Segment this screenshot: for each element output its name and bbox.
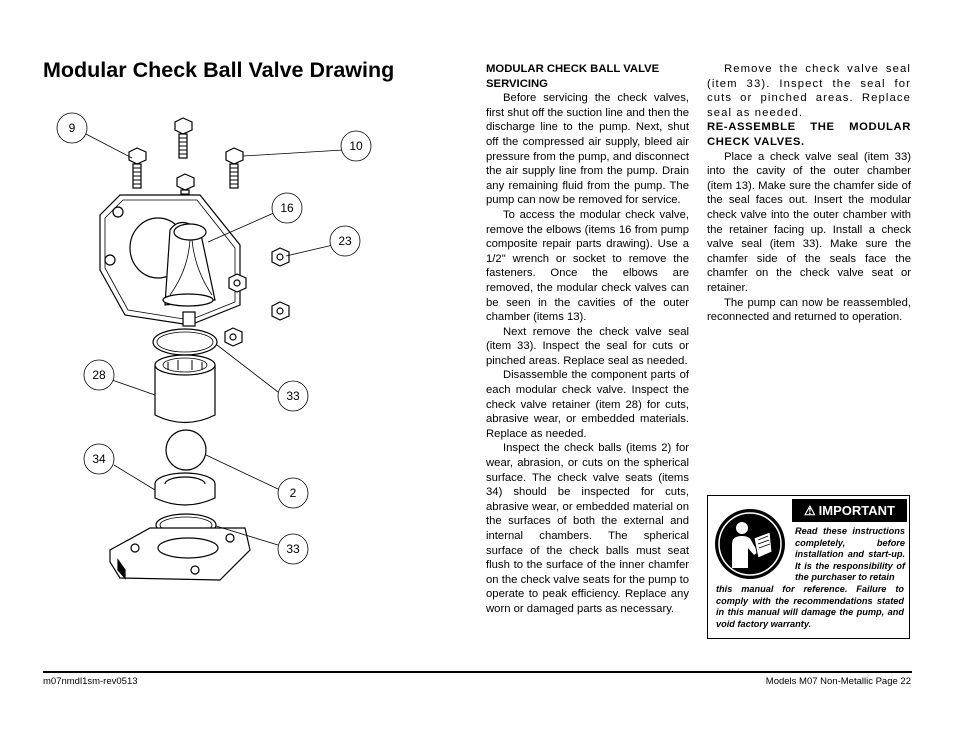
nut-icon: [229, 274, 246, 292]
page-title: Modular Check Ball Valve Drawing: [43, 58, 395, 82]
callout-33-bottom: 33: [286, 542, 300, 556]
footer-doc-id: m07nmdl1sm-rev0513: [43, 676, 138, 687]
paragraph: Next remove the check valve seal (item 33). Inspect the seal for cuts or pinched areas. Replace seal as needed.: [486, 325, 689, 367]
elbow-housing: [100, 195, 240, 326]
important-label: IMPORTANT: [818, 503, 895, 518]
check-valve-retainer: [155, 355, 215, 423]
reassembly-column: [707, 62, 911, 325]
callout-28: 28: [92, 368, 106, 382]
important-header: [792, 499, 907, 522]
callout-33-top: 33: [286, 389, 300, 403]
paragraph: Remove the check valve seal (item 33). Inspect the seal for cuts or pinched areas. Replace seal as needed.: [707, 63, 911, 119]
check-valve-seat: [155, 473, 215, 505]
callout-2: 2: [289, 486, 297, 500]
nut-icon: [272, 302, 289, 320]
callout-23: 23: [338, 234, 352, 248]
paragraph: Disassemble the component parts of each modular check valve. Inspect the check valve retainer (item 28) for cuts, abrasive wear, or embedded materials. Replace as needed.: [486, 369, 689, 440]
read-manual-icon: [714, 508, 786, 580]
exploded-parts-drawing: [40, 100, 440, 630]
important-text-bottom: this manual for reference. Failure to comply with the recommendations stated in this manual will damage the pump, and void factory warranty.: [716, 584, 904, 629]
footer-page-label: Models M07 Non-Metallic Page 22: [765, 676, 911, 687]
paragraph: Before servicing the check valves, first shut off the suction line and then the discharge line to the pump. Next, shut off the compressed air supply, bleed air pressure from the pump, and disconnect the air supply line from the pump. Drain any remaining fluid from the pump. The pump can now be removed for service.: [486, 92, 689, 207]
bolt-icon: [129, 148, 146, 188]
servicing-heading: MODULAR CHECK BALL VALVE SERVICING: [486, 63, 660, 90]
reassembly-heading: RE-ASSEMBLE THE MODULAR CHECK VALVES.: [707, 121, 911, 148]
servicing-column: [486, 62, 689, 617]
paragraph: Inspect the check balls (items 2) for wear, abrasion, or cuts on the spherical surface. The check valve seats (items 34) should be inspected for cuts, abrasive wear, or embedded material on the surfaces of both the external and internal chambers. The spherical surface of the check balls must seat flush to the surface of the inner chamfer on the check valve seats for the pump to operate to peak efficiency. Replace any worn or damaged parts as necessary.: [486, 442, 689, 615]
nut-icon: [272, 248, 289, 266]
base-flange: [110, 528, 250, 580]
callout-9: 9: [68, 121, 76, 135]
bolt-icon: [175, 118, 192, 158]
footer-rule: [43, 671, 912, 673]
warning-icon: ⚠: [804, 503, 816, 518]
paragraph: The pump can now be reassembled, reconnected and returned to operation.: [707, 296, 911, 324]
important-text-top: Read these instructions completely, before installation and start-up. It is the responsibility of the purchaser to retain: [795, 526, 905, 583]
paragraph: Place a check valve seal (item 33) into the cavity of the outer chamber (item 13). Make sure the chamfer side of the seal faces out. Insert the modular check valve into the outer chamber with the retainer facing up. Install a check valve seal (item 33). Make sure the chamfer side of the seals face the chamfer on the check valve seat or retainer.: [707, 150, 911, 294]
callout-34: 34: [92, 452, 106, 466]
check-ball: [166, 430, 206, 470]
paragraph: To access the modular check valve, remove the elbows (items 16 from pump composite repair parts drawing). Use a 1/2" wrench or socket to remove the fasteners. Once the elbows are removed, the modular check valves can be seen in the cavities of the outer chamber (items 13).: [486, 208, 689, 324]
callout-10: 10: [349, 139, 363, 153]
important-notice: [707, 495, 910, 639]
nut-icon: [225, 328, 242, 346]
bolt-icon: [226, 148, 243, 188]
callout-16: 16: [280, 201, 294, 215]
